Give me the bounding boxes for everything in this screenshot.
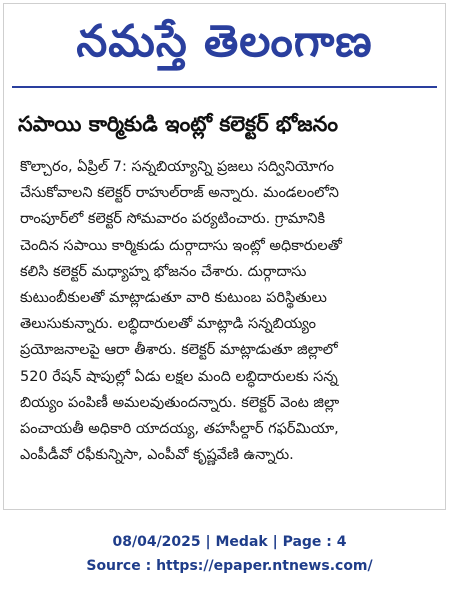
newspaper-clipping	[3, 3, 446, 510]
article-line: కొల్చారం, ఏప్రిల్ 7: సన్నబియ్యాన్ని ప్రజలు సద్వినియోగం	[20, 159, 335, 175]
article-line: కుటుంబీకులతో మాట్లాడుతూ వారి కుటుంబ పరిస్థితులు	[20, 290, 327, 307]
source-link[interactable]: Source : https://epaper.ntnews.com/	[86, 558, 373, 574]
masthead-divider	[12, 86, 437, 88]
article-line: చేసుకోవాలని కలెక్టర్ రాహుల్‌రాజ్ అన్నారు. మండలంలోని	[20, 185, 339, 202]
article-line: చెందిన సపాయి కార్మికుడు దుర్గాదాసు ఇంట్లో అధికారులతో	[20, 237, 342, 254]
article-line: కలిసి కలెక్టర్ మధ్యాహ్న భోజనం చేశారు. దుర్గాదాసు	[20, 263, 307, 280]
article-line: ప్రయోజనాలపై ఆరా తీశారు. కలెక్టర్ మాట్లాడుతూ జిల్లాలో	[20, 342, 338, 359]
article-line: బియ్యం పంపిణీ అమలవుతుందన్నారు. కలెక్టర్ వెంట జిల్లా	[20, 394, 340, 411]
edition-info: 08/04/2025 | Medak | Page : 4	[112, 534, 347, 550]
article-line: పంచాయతీ అధికారి యాదయ్య, తహసీల్దార్ గఫర్‌మియా,	[20, 421, 339, 438]
article-line: తెలుసుకున్నారు. లబ్ధిదారులతో మాట్లాడి సన్నబియ్యం	[20, 316, 316, 333]
article-line: ఎంపీడీవో రఫీకున్నిసా, ఎంపీవో కృష్ణవేణి ఉన్నారు.	[20, 447, 294, 464]
article-headline: సపాయి కార్మికుడి ఇంట్లో కలెక్టర్ భోజనం	[18, 112, 338, 136]
newspaper-masthead: నమస్తే తెలంగాణ	[76, 16, 373, 67]
article-line: 520 రేషన్ షాపుల్లో ఏడు లక్షల మంది లబ్ధిదారులకు సన్న	[20, 368, 338, 385]
article-line: రాంపూర్‌లో కలెక్టర్ సోమవారం పర్యటించారు. గ్రామానికి	[20, 211, 326, 228]
article-body	[20, 154, 434, 468]
